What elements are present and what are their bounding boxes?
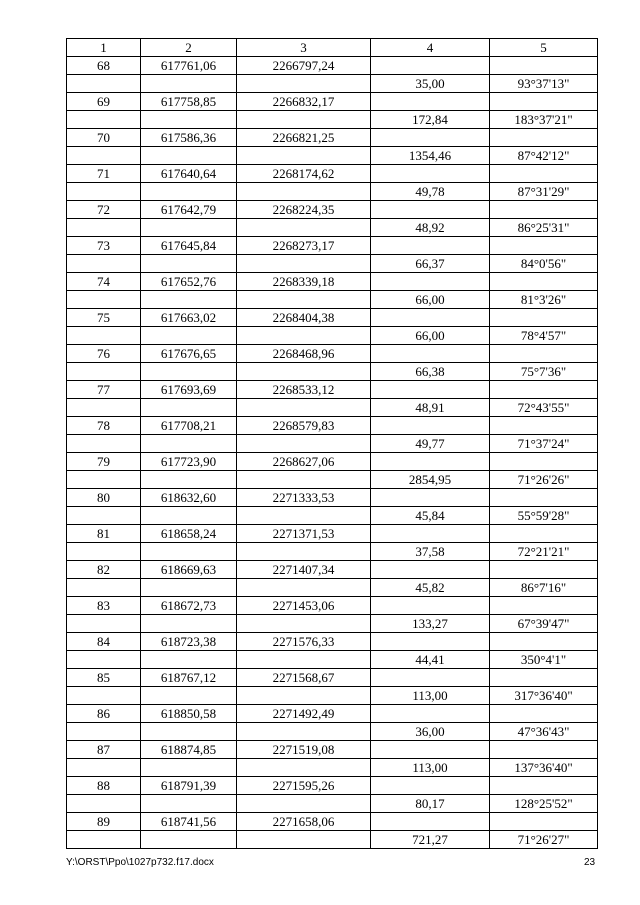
empty-cell	[371, 129, 490, 147]
empty-cell	[371, 597, 490, 615]
empty-cell	[67, 255, 141, 273]
empty-cell	[67, 219, 141, 237]
header-col-3: 3	[237, 39, 371, 57]
empty-cell	[67, 687, 141, 705]
empty-cell	[371, 489, 490, 507]
empty-cell	[141, 435, 237, 453]
point-y: 2271492,49	[237, 705, 371, 723]
empty-cell	[490, 669, 598, 687]
empty-cell	[237, 399, 371, 417]
segment-length: 80,17	[371, 795, 490, 813]
direction-angle: 317°36'40"	[490, 687, 598, 705]
empty-cell	[237, 471, 371, 489]
empty-cell	[490, 597, 598, 615]
coordinates-table	[66, 38, 598, 849]
point-number: 74	[67, 273, 141, 291]
empty-cell	[67, 615, 141, 633]
empty-cell	[141, 183, 237, 201]
segment-length: 113,00	[371, 687, 490, 705]
direction-angle: 350°4'1"	[490, 651, 598, 669]
point-y: 2271568,67	[237, 669, 371, 687]
segment-row	[67, 255, 598, 273]
point-number: 72	[67, 201, 141, 219]
header-col-1: 1	[67, 39, 141, 57]
empty-cell	[371, 777, 490, 795]
point-y: 2266832,17	[237, 93, 371, 111]
empty-cell	[237, 111, 371, 129]
point-x: 618791,39	[141, 777, 237, 795]
empty-cell	[67, 759, 141, 777]
empty-cell	[490, 381, 598, 399]
point-row	[67, 525, 598, 543]
direction-angle: 78°4'57"	[490, 327, 598, 345]
empty-cell	[141, 255, 237, 273]
segment-row	[67, 219, 598, 237]
point-number: 70	[67, 129, 141, 147]
empty-cell	[237, 435, 371, 453]
point-x: 618874,85	[141, 741, 237, 759]
empty-cell	[371, 237, 490, 255]
empty-cell	[67, 183, 141, 201]
point-x: 617642,79	[141, 201, 237, 219]
point-y: 2268627,06	[237, 453, 371, 471]
segment-row	[67, 795, 598, 813]
point-number: 85	[67, 669, 141, 687]
point-x: 617723,90	[141, 453, 237, 471]
point-y: 2271595,26	[237, 777, 371, 795]
segment-length: 37,58	[371, 543, 490, 561]
empty-cell	[67, 111, 141, 129]
empty-cell	[67, 435, 141, 453]
point-y: 2271658,06	[237, 813, 371, 831]
point-x: 617586,36	[141, 129, 237, 147]
point-x: 617640,64	[141, 165, 237, 183]
point-number: 76	[67, 345, 141, 363]
empty-cell	[67, 291, 141, 309]
empty-cell	[67, 795, 141, 813]
empty-cell	[141, 651, 237, 669]
empty-cell	[237, 75, 371, 93]
segment-length: 48,92	[371, 219, 490, 237]
point-x: 618850,58	[141, 705, 237, 723]
point-y: 2268273,17	[237, 237, 371, 255]
direction-angle: 47°36'43"	[490, 723, 598, 741]
point-number: 82	[67, 561, 141, 579]
empty-cell	[490, 273, 598, 291]
segment-row	[67, 399, 598, 417]
empty-cell	[237, 615, 371, 633]
point-number: 79	[67, 453, 141, 471]
point-y: 2271371,53	[237, 525, 371, 543]
empty-cell	[67, 75, 141, 93]
direction-angle: 86°7'16"	[490, 579, 598, 597]
point-y: 2268339,18	[237, 273, 371, 291]
segment-row	[67, 651, 598, 669]
empty-cell	[237, 723, 371, 741]
point-x: 618669,63	[141, 561, 237, 579]
segment-row	[67, 543, 598, 561]
empty-cell	[67, 399, 141, 417]
segment-length: 133,27	[371, 615, 490, 633]
point-row	[67, 273, 598, 291]
point-x: 618672,73	[141, 597, 237, 615]
point-number: 78	[67, 417, 141, 435]
empty-cell	[237, 795, 371, 813]
empty-cell	[371, 705, 490, 723]
point-number: 68	[67, 57, 141, 75]
empty-cell	[490, 525, 598, 543]
segment-row	[67, 831, 598, 849]
empty-cell	[141, 795, 237, 813]
point-x: 617663,02	[141, 309, 237, 327]
header-col-4: 4	[371, 39, 490, 57]
empty-cell	[237, 327, 371, 345]
segment-row	[67, 111, 598, 129]
empty-cell	[371, 525, 490, 543]
segment-length: 66,38	[371, 363, 490, 381]
segment-length: 35,00	[371, 75, 490, 93]
point-number: 89	[67, 813, 141, 831]
point-number: 71	[67, 165, 141, 183]
segment-row	[67, 579, 598, 597]
point-row	[67, 381, 598, 399]
empty-cell	[141, 831, 237, 849]
empty-cell	[371, 273, 490, 291]
segment-row	[67, 147, 598, 165]
empty-cell	[490, 309, 598, 327]
segment-length: 172,84	[371, 111, 490, 129]
point-x: 618741,56	[141, 813, 237, 831]
direction-angle: 137°36'40"	[490, 759, 598, 777]
segment-row	[67, 291, 598, 309]
empty-cell	[141, 219, 237, 237]
empty-cell	[141, 471, 237, 489]
empty-cell	[67, 831, 141, 849]
direction-angle: 93°37'13"	[490, 75, 598, 93]
footer-page-number: 23	[584, 857, 596, 868]
segment-row	[67, 471, 598, 489]
point-row	[67, 237, 598, 255]
empty-cell	[371, 453, 490, 471]
point-number: 77	[67, 381, 141, 399]
empty-cell	[141, 543, 237, 561]
empty-cell	[67, 579, 141, 597]
point-number: 84	[67, 633, 141, 651]
empty-cell	[237, 831, 371, 849]
point-x: 617761,06	[141, 57, 237, 75]
empty-cell	[67, 543, 141, 561]
empty-cell	[67, 363, 141, 381]
direction-angle: 183°37'21"	[490, 111, 598, 129]
segment-length: 45,82	[371, 579, 490, 597]
segment-row	[67, 327, 598, 345]
segment-length: 36,00	[371, 723, 490, 741]
empty-cell	[490, 705, 598, 723]
coordinates-table-body	[67, 39, 598, 849]
empty-cell	[67, 327, 141, 345]
segment-row	[67, 183, 598, 201]
empty-cell	[490, 489, 598, 507]
empty-cell	[237, 579, 371, 597]
point-y: 2268468,96	[237, 345, 371, 363]
point-y: 2271407,34	[237, 561, 371, 579]
empty-cell	[490, 741, 598, 759]
point-row	[67, 309, 598, 327]
segment-row	[67, 687, 598, 705]
point-number: 73	[67, 237, 141, 255]
segment-length: 45,84	[371, 507, 490, 525]
empty-cell	[141, 291, 237, 309]
point-row	[67, 345, 598, 363]
empty-cell	[371, 417, 490, 435]
direction-angle: 84°0'56"	[490, 255, 598, 273]
point-row	[67, 417, 598, 435]
point-row	[67, 489, 598, 507]
point-number: 88	[67, 777, 141, 795]
point-y: 2271519,08	[237, 741, 371, 759]
segment-length: 49,78	[371, 183, 490, 201]
empty-cell	[67, 507, 141, 525]
empty-cell	[490, 201, 598, 219]
empty-cell	[141, 147, 237, 165]
direction-angle: 72°43'55"	[490, 399, 598, 417]
point-x: 617708,21	[141, 417, 237, 435]
point-row	[67, 777, 598, 795]
point-y: 2266821,25	[237, 129, 371, 147]
empty-cell	[490, 561, 598, 579]
empty-cell	[490, 417, 598, 435]
point-row	[67, 813, 598, 831]
empty-cell	[141, 723, 237, 741]
direction-angle: 87°42'12"	[490, 147, 598, 165]
segment-row	[67, 363, 598, 381]
point-x: 617652,76	[141, 273, 237, 291]
point-x: 617676,65	[141, 345, 237, 363]
empty-cell	[490, 453, 598, 471]
point-row	[67, 165, 598, 183]
point-row	[67, 669, 598, 687]
empty-cell	[67, 471, 141, 489]
empty-cell	[141, 507, 237, 525]
empty-cell	[237, 687, 371, 705]
empty-cell	[371, 309, 490, 327]
empty-cell	[371, 345, 490, 363]
segment-row	[67, 435, 598, 453]
direction-angle: 67°39'47"	[490, 615, 598, 633]
point-row	[67, 453, 598, 471]
empty-cell	[490, 165, 598, 183]
empty-cell	[371, 669, 490, 687]
point-y: 2268224,35	[237, 201, 371, 219]
header-col-2: 2	[141, 39, 237, 57]
direction-angle: 87°31'29"	[490, 183, 598, 201]
point-y: 2266797,24	[237, 57, 371, 75]
empty-cell	[371, 57, 490, 75]
empty-cell	[237, 363, 371, 381]
empty-cell	[371, 201, 490, 219]
point-row	[67, 129, 598, 147]
point-x: 617693,69	[141, 381, 237, 399]
empty-cell	[141, 759, 237, 777]
point-x: 618767,12	[141, 669, 237, 687]
segment-row	[67, 615, 598, 633]
empty-cell	[67, 651, 141, 669]
footer-file-path: Y:\ORST\Ppo\1027p732.f17.docx	[66, 857, 214, 868]
empty-cell	[141, 615, 237, 633]
direction-angle: 81°3'26"	[490, 291, 598, 309]
direction-angle: 86°25'31"	[490, 219, 598, 237]
empty-cell	[490, 633, 598, 651]
direction-angle: 71°26'26"	[490, 471, 598, 489]
point-x: 617645,84	[141, 237, 237, 255]
segment-length: 49,77	[371, 435, 490, 453]
point-y: 2268174,62	[237, 165, 371, 183]
empty-cell	[371, 93, 490, 111]
point-y: 2271333,53	[237, 489, 371, 507]
direction-angle: 72°21'21"	[490, 543, 598, 561]
empty-cell	[237, 183, 371, 201]
point-row	[67, 741, 598, 759]
empty-cell	[141, 579, 237, 597]
table-header-row	[67, 39, 598, 57]
empty-cell	[371, 741, 490, 759]
segment-length: 2854,95	[371, 471, 490, 489]
empty-cell	[237, 651, 371, 669]
empty-cell	[237, 507, 371, 525]
empty-cell	[371, 561, 490, 579]
point-x: 618632,60	[141, 489, 237, 507]
segment-length: 48,91	[371, 399, 490, 417]
point-row	[67, 93, 598, 111]
point-y: 2271576,33	[237, 633, 371, 651]
point-x: 618723,38	[141, 633, 237, 651]
point-y: 2268533,12	[237, 381, 371, 399]
empty-cell	[67, 147, 141, 165]
empty-cell	[490, 777, 598, 795]
point-row	[67, 633, 598, 651]
direction-angle: 71°26'27"	[490, 831, 598, 849]
point-row	[67, 201, 598, 219]
empty-cell	[371, 633, 490, 651]
segment-length: 66,00	[371, 327, 490, 345]
segment-row	[67, 75, 598, 93]
empty-cell	[141, 399, 237, 417]
empty-cell	[490, 57, 598, 75]
empty-cell	[237, 759, 371, 777]
empty-cell	[237, 219, 371, 237]
empty-cell	[141, 75, 237, 93]
segment-row	[67, 759, 598, 777]
header-col-5: 5	[490, 39, 598, 57]
point-y: 2271453,06	[237, 597, 371, 615]
direction-angle: 71°37'24"	[490, 435, 598, 453]
segment-length: 66,37	[371, 255, 490, 273]
point-row	[67, 597, 598, 615]
empty-cell	[490, 237, 598, 255]
point-number: 81	[67, 525, 141, 543]
point-number: 75	[67, 309, 141, 327]
direction-angle: 75°7'36"	[490, 363, 598, 381]
empty-cell	[371, 381, 490, 399]
point-number: 69	[67, 93, 141, 111]
empty-cell	[141, 111, 237, 129]
empty-cell	[490, 93, 598, 111]
point-row	[67, 705, 598, 723]
point-row	[67, 561, 598, 579]
point-number: 80	[67, 489, 141, 507]
segment-length: 1354,46	[371, 147, 490, 165]
empty-cell	[490, 813, 598, 831]
empty-cell	[237, 291, 371, 309]
empty-cell	[371, 165, 490, 183]
segment-length: 44,41	[371, 651, 490, 669]
segment-row	[67, 507, 598, 525]
point-y: 2268404,38	[237, 309, 371, 327]
direction-angle: 128°25'52"	[490, 795, 598, 813]
empty-cell	[490, 129, 598, 147]
point-number: 83	[67, 597, 141, 615]
segment-length: 721,27	[371, 831, 490, 849]
direction-angle: 55°59'28"	[490, 507, 598, 525]
point-number: 86	[67, 705, 141, 723]
empty-cell	[141, 327, 237, 345]
empty-cell	[490, 345, 598, 363]
segment-length: 113,00	[371, 759, 490, 777]
point-x: 617758,85	[141, 93, 237, 111]
point-number: 87	[67, 741, 141, 759]
empty-cell	[67, 723, 141, 741]
empty-cell	[237, 255, 371, 273]
point-row	[67, 57, 598, 75]
point-x: 618658,24	[141, 525, 237, 543]
point-y: 2268579,83	[237, 417, 371, 435]
segment-row	[67, 723, 598, 741]
segment-length: 66,00	[371, 291, 490, 309]
empty-cell	[237, 147, 371, 165]
empty-cell	[141, 363, 237, 381]
empty-cell	[371, 813, 490, 831]
empty-cell	[141, 687, 237, 705]
empty-cell	[237, 543, 371, 561]
